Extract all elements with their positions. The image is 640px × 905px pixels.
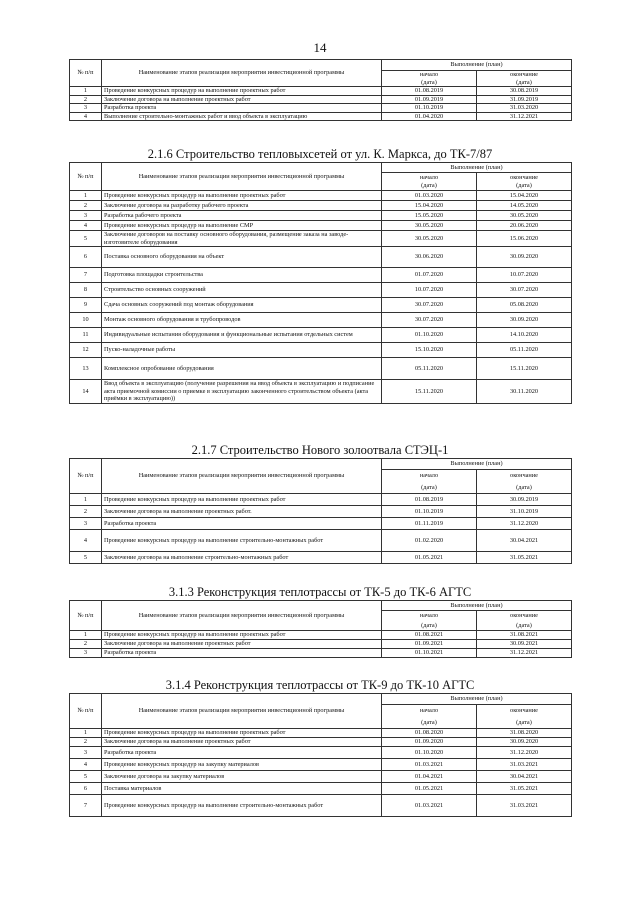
start-date: 15.04.2020 xyxy=(382,201,477,211)
table-row xyxy=(70,247,572,268)
header-execution: Выполнение (план) xyxy=(382,60,572,71)
schedule-table xyxy=(69,162,572,404)
table-body xyxy=(70,601,572,658)
header-row xyxy=(70,60,572,71)
end-date: 14.05.2020 xyxy=(477,201,572,211)
end-date: 31.10.2019 xyxy=(477,506,572,518)
end-date: 31.05.2021 xyxy=(477,552,572,564)
header-start-date: (дата) xyxy=(382,621,477,631)
section-title: 3.1.4 Реконструкция теплотрассы от ТК-9 до ТК-10 АГТС xyxy=(165,678,475,692)
header-start-date: (дата) xyxy=(382,717,477,729)
header-end-date: (дата) xyxy=(477,621,572,631)
stage-name: Заключение договора на выполнение проектных работ xyxy=(102,738,382,747)
header-name: Наименование этапов реализации мероприятия инвестиционной программы xyxy=(102,601,382,631)
start-date: 10.07.2020 xyxy=(382,283,477,298)
start-date: 01.03.2020 xyxy=(382,191,477,201)
end-date: 31.08.2021 xyxy=(477,631,572,640)
table-body xyxy=(70,694,572,817)
end-date: 15.06.2020 xyxy=(477,231,572,247)
stage-name: Индивидуальные испытания оборудования и функциональные испытания отдельных систем xyxy=(102,328,382,343)
row-number: 2 xyxy=(70,506,102,518)
table-row xyxy=(70,211,572,221)
table-row xyxy=(70,759,572,771)
stage-name: Сдача основных сооружений под монтаж оборудования xyxy=(102,298,382,313)
header-end-date: (дата) xyxy=(477,717,572,729)
start-date: 01.03.2021 xyxy=(382,795,477,817)
table-row xyxy=(70,268,572,283)
start-date: 01.11.2019 xyxy=(382,518,477,530)
end-date: 30.09.2020 xyxy=(477,738,572,747)
end-date: 31.12.2021 xyxy=(477,649,572,658)
row-number: 4 xyxy=(70,530,102,552)
row-number: 7 xyxy=(70,795,102,817)
row-number: 3 xyxy=(70,649,102,658)
header-start: начало xyxy=(382,71,477,79)
table-row xyxy=(70,631,572,640)
row-number: 3 xyxy=(70,104,102,113)
start-date: 01.09.2020 xyxy=(382,738,477,747)
row-number: 2 xyxy=(70,640,102,649)
table-row xyxy=(70,283,572,298)
schedule-table xyxy=(69,693,572,817)
row-number: 11 xyxy=(70,328,102,343)
table-row xyxy=(70,112,572,121)
start-date: 15.11.2020 xyxy=(382,380,477,404)
stage-name: Поставка материалов xyxy=(102,783,382,795)
row-number: 14 xyxy=(70,380,102,404)
table-row xyxy=(70,494,572,506)
table-row xyxy=(70,649,572,658)
stage-name: Проведение конкурсных процедур на выполнение проектных работ xyxy=(102,729,382,738)
table-row xyxy=(70,795,572,817)
row-number: 9 xyxy=(70,298,102,313)
end-date: 31.12.2020 xyxy=(477,518,572,530)
table-row xyxy=(70,328,572,343)
schedule-table xyxy=(69,600,572,658)
row-number: 1 xyxy=(70,191,102,201)
row-number: 3 xyxy=(70,211,102,221)
table-row xyxy=(70,552,572,564)
end-date: 15.11.2020 xyxy=(477,358,572,380)
header-start: начало xyxy=(382,470,477,482)
start-date: 01.10.2020 xyxy=(382,328,477,343)
stage-name: Проведение конкурсных процедур на выполнение строительно-монтажных работ xyxy=(102,795,382,817)
schedule-table xyxy=(69,458,572,564)
end-date: 30.04.2021 xyxy=(477,771,572,783)
schedule-table xyxy=(69,59,572,121)
end-date: 05.08.2020 xyxy=(477,298,572,313)
start-date: 01.08.2019 xyxy=(382,87,477,96)
header-end: окончание xyxy=(477,71,572,79)
end-date: 14.10.2020 xyxy=(477,328,572,343)
header-name: Наименование этапов реализации мероприятия инвестиционной программы xyxy=(102,163,382,191)
header-name: Наименование этапов реализации мероприятия инвестиционной программы xyxy=(102,60,382,87)
header-execution: Выполнение (план) xyxy=(382,459,572,470)
stage-name: Проведение конкурсных процедур на выполнение проектных работ xyxy=(102,87,382,96)
end-date: 30.09.2020 xyxy=(477,313,572,328)
row-number: 5 xyxy=(70,552,102,564)
header-number: № п/п xyxy=(70,459,102,494)
end-date: 15.04.2020 xyxy=(477,191,572,201)
section-continuation xyxy=(69,59,571,121)
header-number: № п/п xyxy=(70,60,102,87)
end-date: 10.07.2020 xyxy=(477,268,572,283)
start-date: 01.10.2019 xyxy=(382,104,477,113)
stage-name: Проведение конкурсных процедур на выполнение проектных работ xyxy=(102,494,382,506)
header-execution: Выполнение (план) xyxy=(382,601,572,611)
header-number: № п/п xyxy=(70,694,102,729)
stage-name: Проведение конкурсных процедур на выполнение строительно-монтажных работ xyxy=(102,530,382,552)
row-number: 12 xyxy=(70,343,102,358)
header-end: окончание xyxy=(477,470,572,482)
start-date: 15.05.2020 xyxy=(382,211,477,221)
stage-name: Проведение конкурсных процедур на выполнение проектных работ xyxy=(102,631,382,640)
row-number: 5 xyxy=(70,771,102,783)
stage-name: Разработка проекта xyxy=(102,518,382,530)
header-row xyxy=(70,459,572,470)
row-number: 2 xyxy=(70,95,102,104)
row-number: 13 xyxy=(70,358,102,380)
row-number: 2 xyxy=(70,201,102,211)
row-number: 3 xyxy=(70,518,102,530)
header-row xyxy=(70,601,572,611)
row-number: 3 xyxy=(70,747,102,759)
table-row xyxy=(70,783,572,795)
end-date: 31.03.2021 xyxy=(477,759,572,771)
header-row xyxy=(70,163,572,173)
start-date: 01.08.2021 xyxy=(382,631,477,640)
stage-name: Поставка основного оборудования на объект xyxy=(102,247,382,268)
header-start-date: (дата) xyxy=(382,482,477,494)
end-date: 30.09.2020 xyxy=(477,247,572,268)
table-body xyxy=(70,163,572,404)
row-number: 1 xyxy=(70,729,102,738)
stage-name: Выполнение строительно-монтажных работ и ввод объекта в эксплуатацию xyxy=(102,112,382,121)
page-number: 14 xyxy=(313,40,327,55)
end-date: 31.05.2021 xyxy=(477,783,572,795)
start-date: 30.07.2020 xyxy=(382,313,477,328)
table-row xyxy=(70,380,572,404)
section-3-1-4 xyxy=(69,678,571,817)
start-date: 01.02.2020 xyxy=(382,530,477,552)
stage-name: Заключение договора на выполнение проектных работ. xyxy=(102,506,382,518)
stage-name: Заключение договора на разработку рабочего проекта xyxy=(102,201,382,211)
end-date: 31.09.2019 xyxy=(477,95,572,104)
row-number: 6 xyxy=(70,783,102,795)
start-date: 01.08.2020 xyxy=(382,729,477,738)
start-date: 01.09.2021 xyxy=(382,640,477,649)
stage-name: Разработка проекта xyxy=(102,649,382,658)
end-date: 31.03.2020 xyxy=(477,104,572,113)
header-name: Наименование этапов реализации мероприятия инвестиционной программы xyxy=(102,459,382,494)
table-row xyxy=(70,506,572,518)
table-row xyxy=(70,104,572,113)
start-date: 05.11.2020 xyxy=(382,358,477,380)
end-date: 31.12.2020 xyxy=(477,747,572,759)
section-2-1-6 xyxy=(69,147,571,404)
header-start-date: (дата) xyxy=(382,79,477,87)
row-number: 10 xyxy=(70,313,102,328)
start-date: 01.03.2021 xyxy=(382,759,477,771)
header-end: окончание xyxy=(477,173,572,182)
row-number: 6 xyxy=(70,247,102,268)
header-start-date: (дата) xyxy=(382,182,477,191)
stage-name: Строительство основных сооружений xyxy=(102,283,382,298)
end-date: 30.05.2020 xyxy=(477,211,572,221)
end-date: 30.09.2021 xyxy=(477,640,572,649)
section-title: 2.1.7 Строительство Нового золоотвала СТЭЦ-1 xyxy=(191,443,449,457)
header-end-date: (дата) xyxy=(477,182,572,191)
table-row xyxy=(70,221,572,231)
stage-name: Заключение договора на выполнение проектных работ xyxy=(102,640,382,649)
start-date: 30.05.2020 xyxy=(382,231,477,247)
table-body xyxy=(70,459,572,564)
stage-name: Подготовка площадки строительства xyxy=(102,268,382,283)
table-row xyxy=(70,518,572,530)
row-number: 1 xyxy=(70,494,102,506)
stage-name: Заключение договора на закупку материалов xyxy=(102,771,382,783)
header-execution: Выполнение (план) xyxy=(382,163,572,173)
table-row xyxy=(70,358,572,380)
end-date: 30.07.2020 xyxy=(477,283,572,298)
row-number: 1 xyxy=(70,87,102,96)
row-number: 2 xyxy=(70,738,102,747)
start-date: 01.10.2021 xyxy=(382,649,477,658)
header-end-date: (дата) xyxy=(477,79,572,87)
stage-name: Проведение конкурсных процедур на закупку материалов xyxy=(102,759,382,771)
section-2-1-7 xyxy=(69,443,571,564)
header-start: начало xyxy=(382,173,477,182)
start-date: 30.07.2020 xyxy=(382,298,477,313)
stage-name: Комплексное опробование оборудования xyxy=(102,358,382,380)
row-number: 4 xyxy=(70,221,102,231)
stage-name: Заключение договора на выполнение строительно-монтажных работ xyxy=(102,552,382,564)
row-number: 1 xyxy=(70,631,102,640)
start-date: 01.10.2019 xyxy=(382,506,477,518)
header-row xyxy=(70,694,572,705)
table-row xyxy=(70,201,572,211)
row-number: 7 xyxy=(70,268,102,283)
end-date: 20.06.2020 xyxy=(477,221,572,231)
start-date: 01.04.2021 xyxy=(382,771,477,783)
stage-name: Ввод объекта в эксплуатацию (получение разрешения на ввод объекта в эксплуатацию и подписание акта приемочной комиссии о приемке в эксплуатацию законченного строительством объекта (акта приёмки в эксплуатацию)) xyxy=(102,380,382,404)
table-row xyxy=(70,771,572,783)
start-date: 30.05.2020 xyxy=(382,221,477,231)
row-number: 5 xyxy=(70,231,102,247)
section-3-1-3 xyxy=(69,585,571,658)
table-row xyxy=(70,729,572,738)
table-row xyxy=(70,298,572,313)
end-date: 30.09.2019 xyxy=(477,494,572,506)
header-name: Наименование этапов реализации мероприятия инвестиционной программы xyxy=(102,694,382,729)
end-date: 30.11.2020 xyxy=(477,380,572,404)
end-date: 30.04.2021 xyxy=(477,530,572,552)
stage-name: Монтаж основного оборудования и трубопроводов xyxy=(102,313,382,328)
row-number: 4 xyxy=(70,112,102,121)
start-date: 01.09.2019 xyxy=(382,95,477,104)
section-title: 3.1.3 Реконструкция теплотрассы от ТК-5 до ТК-6 АГТС xyxy=(168,585,472,599)
row-number: 8 xyxy=(70,283,102,298)
stage-name: Проведение конкурсных процедур на выполнение СМР xyxy=(102,221,382,231)
header-start: начало xyxy=(382,705,477,717)
table-row xyxy=(70,747,572,759)
stage-name: Заключение договора на выполнение проектных работ xyxy=(102,95,382,104)
table-row xyxy=(70,530,572,552)
stage-name: Разработка проекта xyxy=(102,747,382,759)
start-date: 15.10.2020 xyxy=(382,343,477,358)
end-date: 31.12.2021 xyxy=(477,112,572,121)
table-row xyxy=(70,191,572,201)
table-row xyxy=(70,231,572,247)
header-number: № п/п xyxy=(70,601,102,631)
header-execution: Выполнение (план) xyxy=(382,694,572,705)
end-date: 05.11.2020 xyxy=(477,343,572,358)
table-row xyxy=(70,95,572,104)
start-date: 01.07.2020 xyxy=(382,268,477,283)
start-date: 30.06.2020 xyxy=(382,247,477,268)
header-end: окончание xyxy=(477,705,572,717)
row-number: 4 xyxy=(70,759,102,771)
start-date: 01.05.2021 xyxy=(382,552,477,564)
stage-name: Разработка рабочего проекта xyxy=(102,211,382,221)
table-body xyxy=(70,60,572,121)
section-title: 2.1.6 Строительство тепловыхсетей от ул. К. Маркса, до ТК-7/87 xyxy=(147,147,493,161)
start-date: 01.05.2021 xyxy=(382,783,477,795)
stage-name: Пуско-наладочные работы xyxy=(102,343,382,358)
table-row xyxy=(70,313,572,328)
end-date: 31.08.2020 xyxy=(477,729,572,738)
start-date: 01.10.2020 xyxy=(382,747,477,759)
table-row xyxy=(70,87,572,96)
stage-name: Разработка проекта xyxy=(102,104,382,113)
table-row xyxy=(70,640,572,649)
header-start: начало xyxy=(382,611,477,621)
stage-name: Проведение конкурсных процедур на выполнение проектных работ xyxy=(102,191,382,201)
header-number: № п/п xyxy=(70,163,102,191)
stage-name: Заключение договоров на поставку основного оборудования, размещение заказа на заводе-изготовителе оборудования xyxy=(102,231,382,247)
header-end: окончание xyxy=(477,611,572,621)
table-row xyxy=(70,738,572,747)
header-end-date: (дата) xyxy=(477,482,572,494)
table-row xyxy=(70,343,572,358)
end-date: 31.03.2021 xyxy=(477,795,572,817)
start-date: 01.04.2020 xyxy=(382,112,477,121)
start-date: 01.08.2019 xyxy=(382,494,477,506)
end-date: 30.08.2019 xyxy=(477,87,572,96)
